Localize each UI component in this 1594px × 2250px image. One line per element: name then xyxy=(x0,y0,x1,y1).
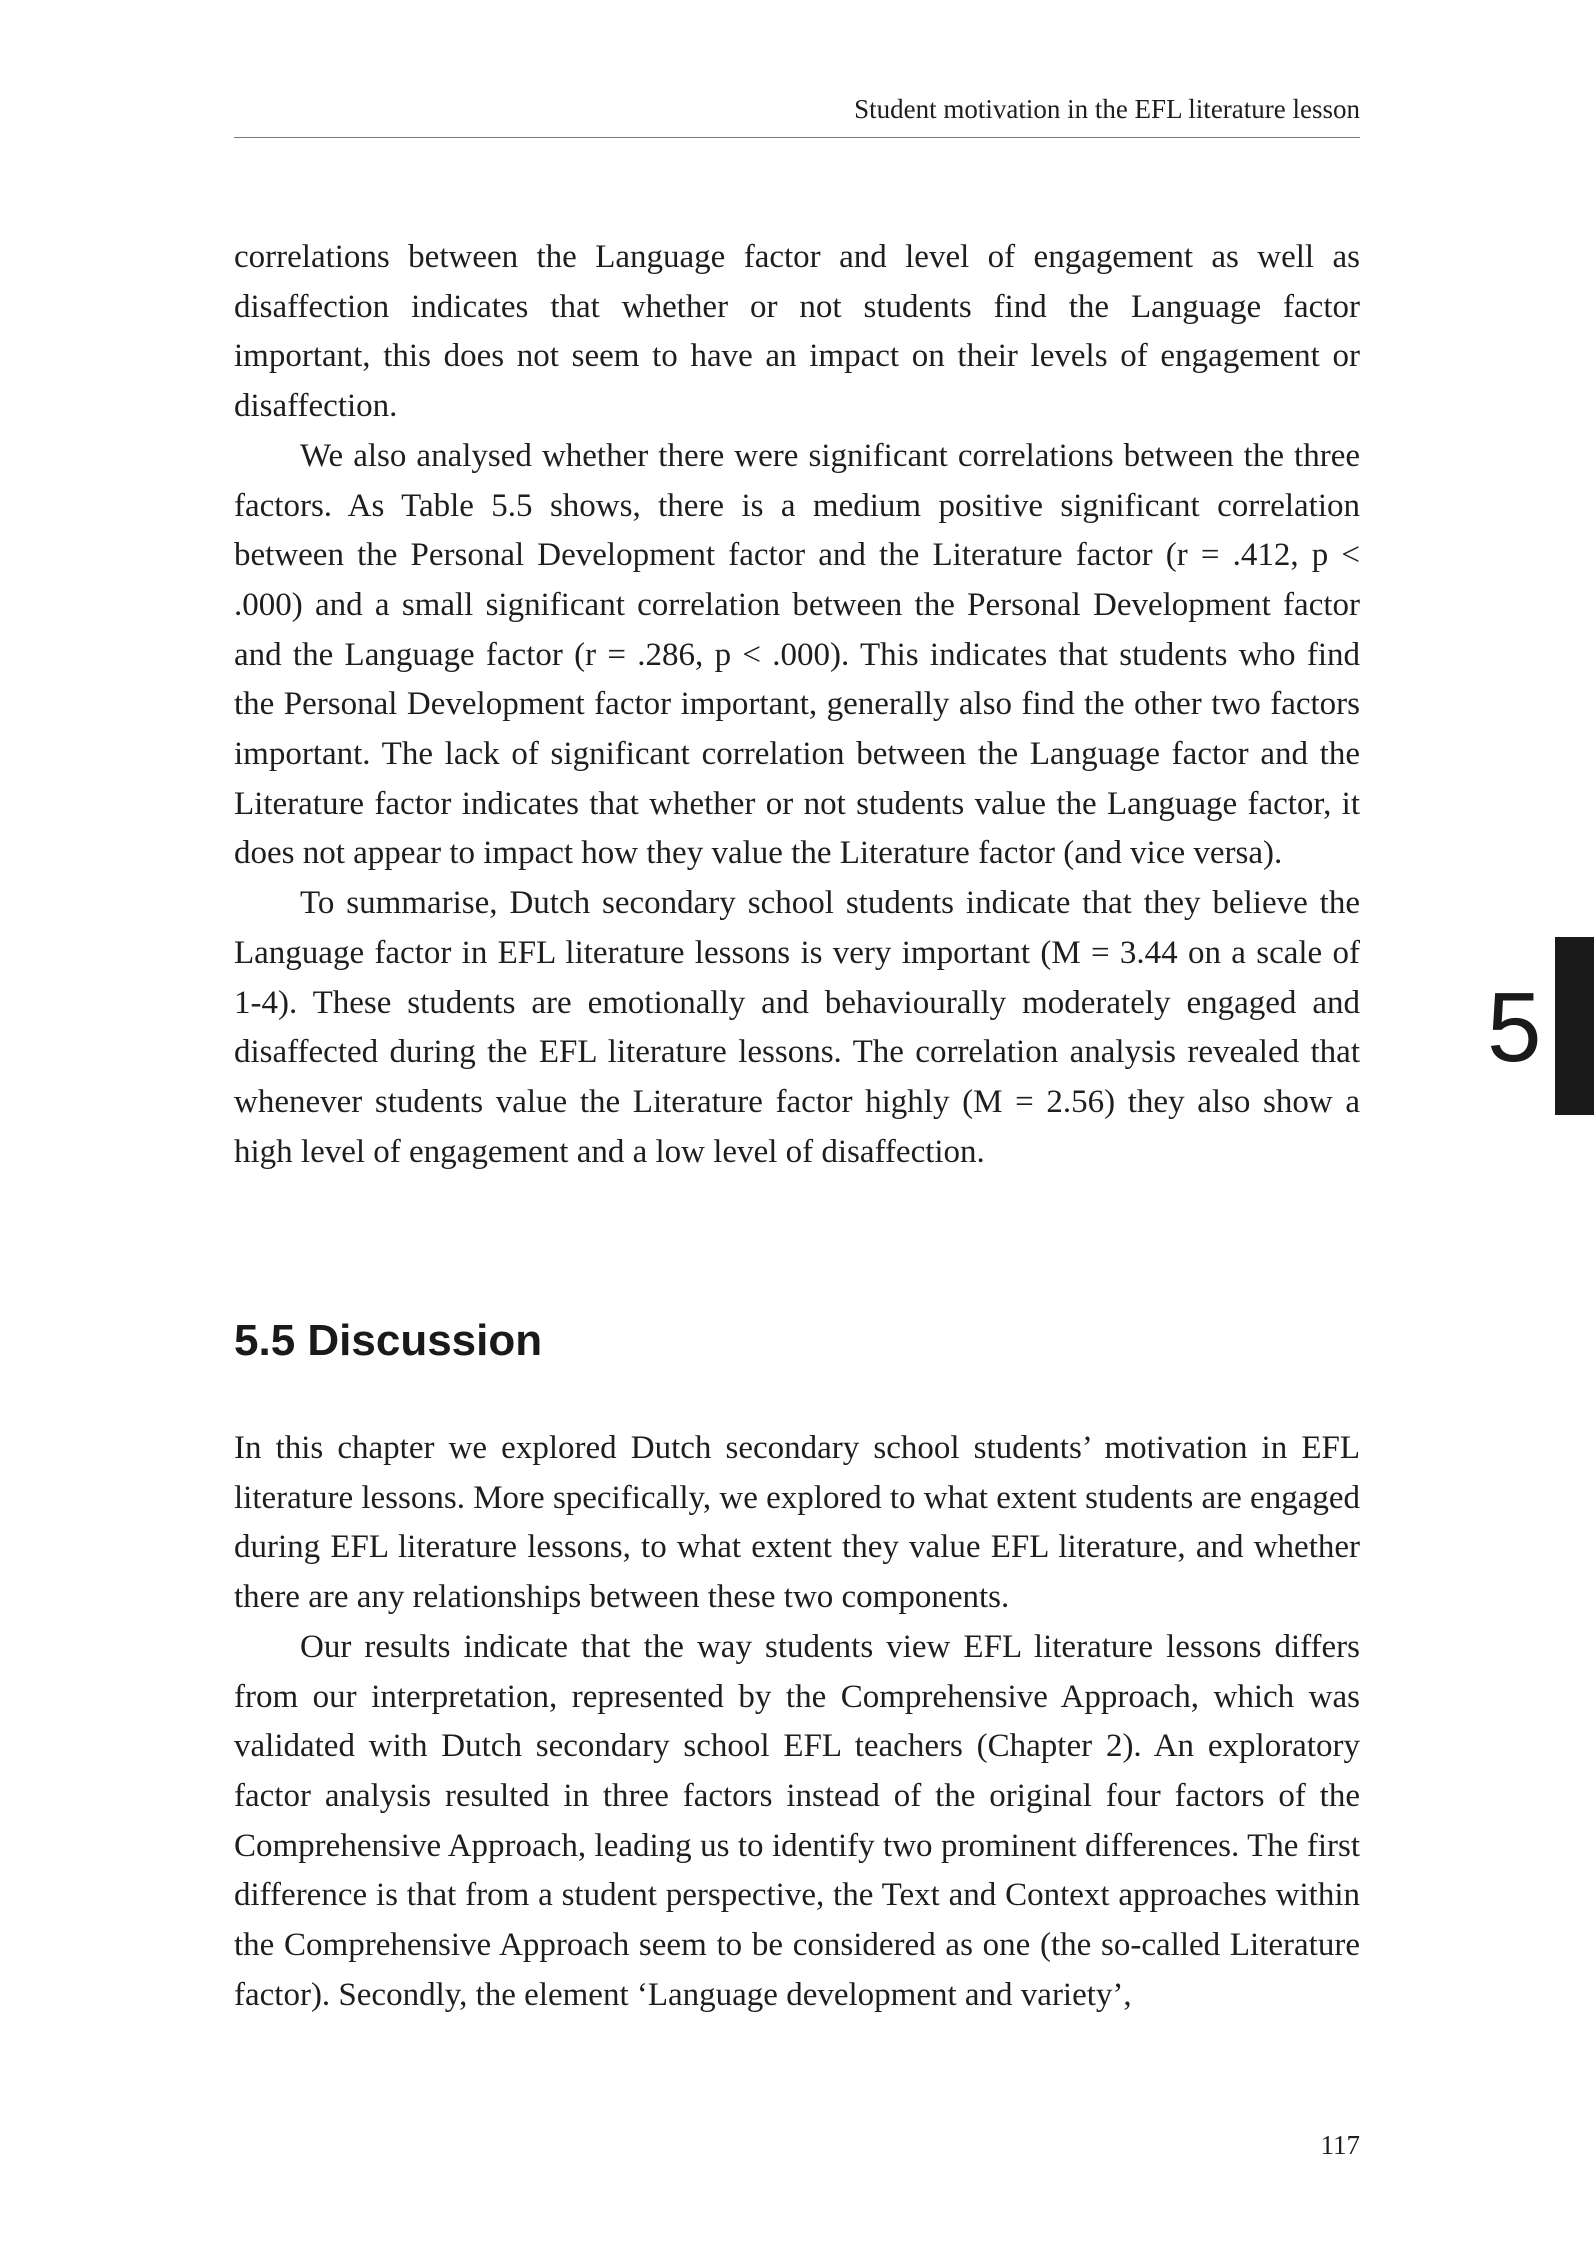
header-rule xyxy=(234,137,1360,138)
results-text-block xyxy=(234,233,1360,1177)
paragraph-summary: To summarise, Dutch secondary school students indicate that they believe the Language factor in EFL literature lessons is very important (M = 3.44 on a scale of 1-4). These students are emotionally and behaviourally moderately engaged and disaffected during the EFL literature lessons. The correlation analysis revealed that whenever students value the Literature factor highly (M = 2.56) they also show a high level of engagement and a low level of disaffection. xyxy=(234,885,1360,1170)
section-heading: 5.5 Discussion xyxy=(234,1316,543,1365)
paragraph-discussion-intro: In this chapter we explored Dutch secondary school students’ motivation in EFL literature lessons. More specifically, we explored to what extent students are engaged during EFL literature lessons, to what extent they value EFL literature, and whether there are any relationships between these two components. xyxy=(234,1430,1360,1616)
page-number: 117 xyxy=(1320,2130,1360,2160)
paragraph-continuation: correlations between the Language factor and level of engagement as well as disaffection indicates that whether or not students find the Language factor important, this does not seem to have an impact on their levels of engagement or disaffection. xyxy=(234,239,1360,425)
paragraph-correlations: We also analysed whether there were significant correlations between the three factors. As Table 5.5 shows, there is a medium positive significant correlation between the Personal Development factor and the Literature factor (r = .412, p < .000) and a small significant correlation between the Personal Development factor and the Language factor (r = .286, p < .000). This indicates that students who find the Personal Development factor important, generally also find the other two factors important. The lack of significant correlation between the Language factor and the Literature factor indicates that whether or not students value the Language factor, it does not appear to impact how they value the Literature factor (and vice versa). xyxy=(234,437,1360,872)
discussion-text-block xyxy=(234,1424,1360,2020)
chapter-number: 5 xyxy=(1487,972,1542,1082)
paragraph-discussion-results: Our results indicate that the way students view EFL literature lessons differs from our interpretation, represented by the Comprehensive Approach, which was validated with Dutch secondary school EFL teachers (Chapter 2). An exploratory factor analysis resulted in three factors instead of the original four factors of the Comprehensive Approach, leading us to identify two prominent differences. The first difference is that from a student perspective, the Text and Context approaches within the Comprehensive Approach seem to be considered as one (the so-called Literature factor). Secondly, the element ‘Language development and variety’, xyxy=(234,1628,1360,2013)
chapter-thumb-tab xyxy=(1555,937,1594,1115)
running-header: Student motivation in the EFL literature lesson xyxy=(854,94,1360,124)
